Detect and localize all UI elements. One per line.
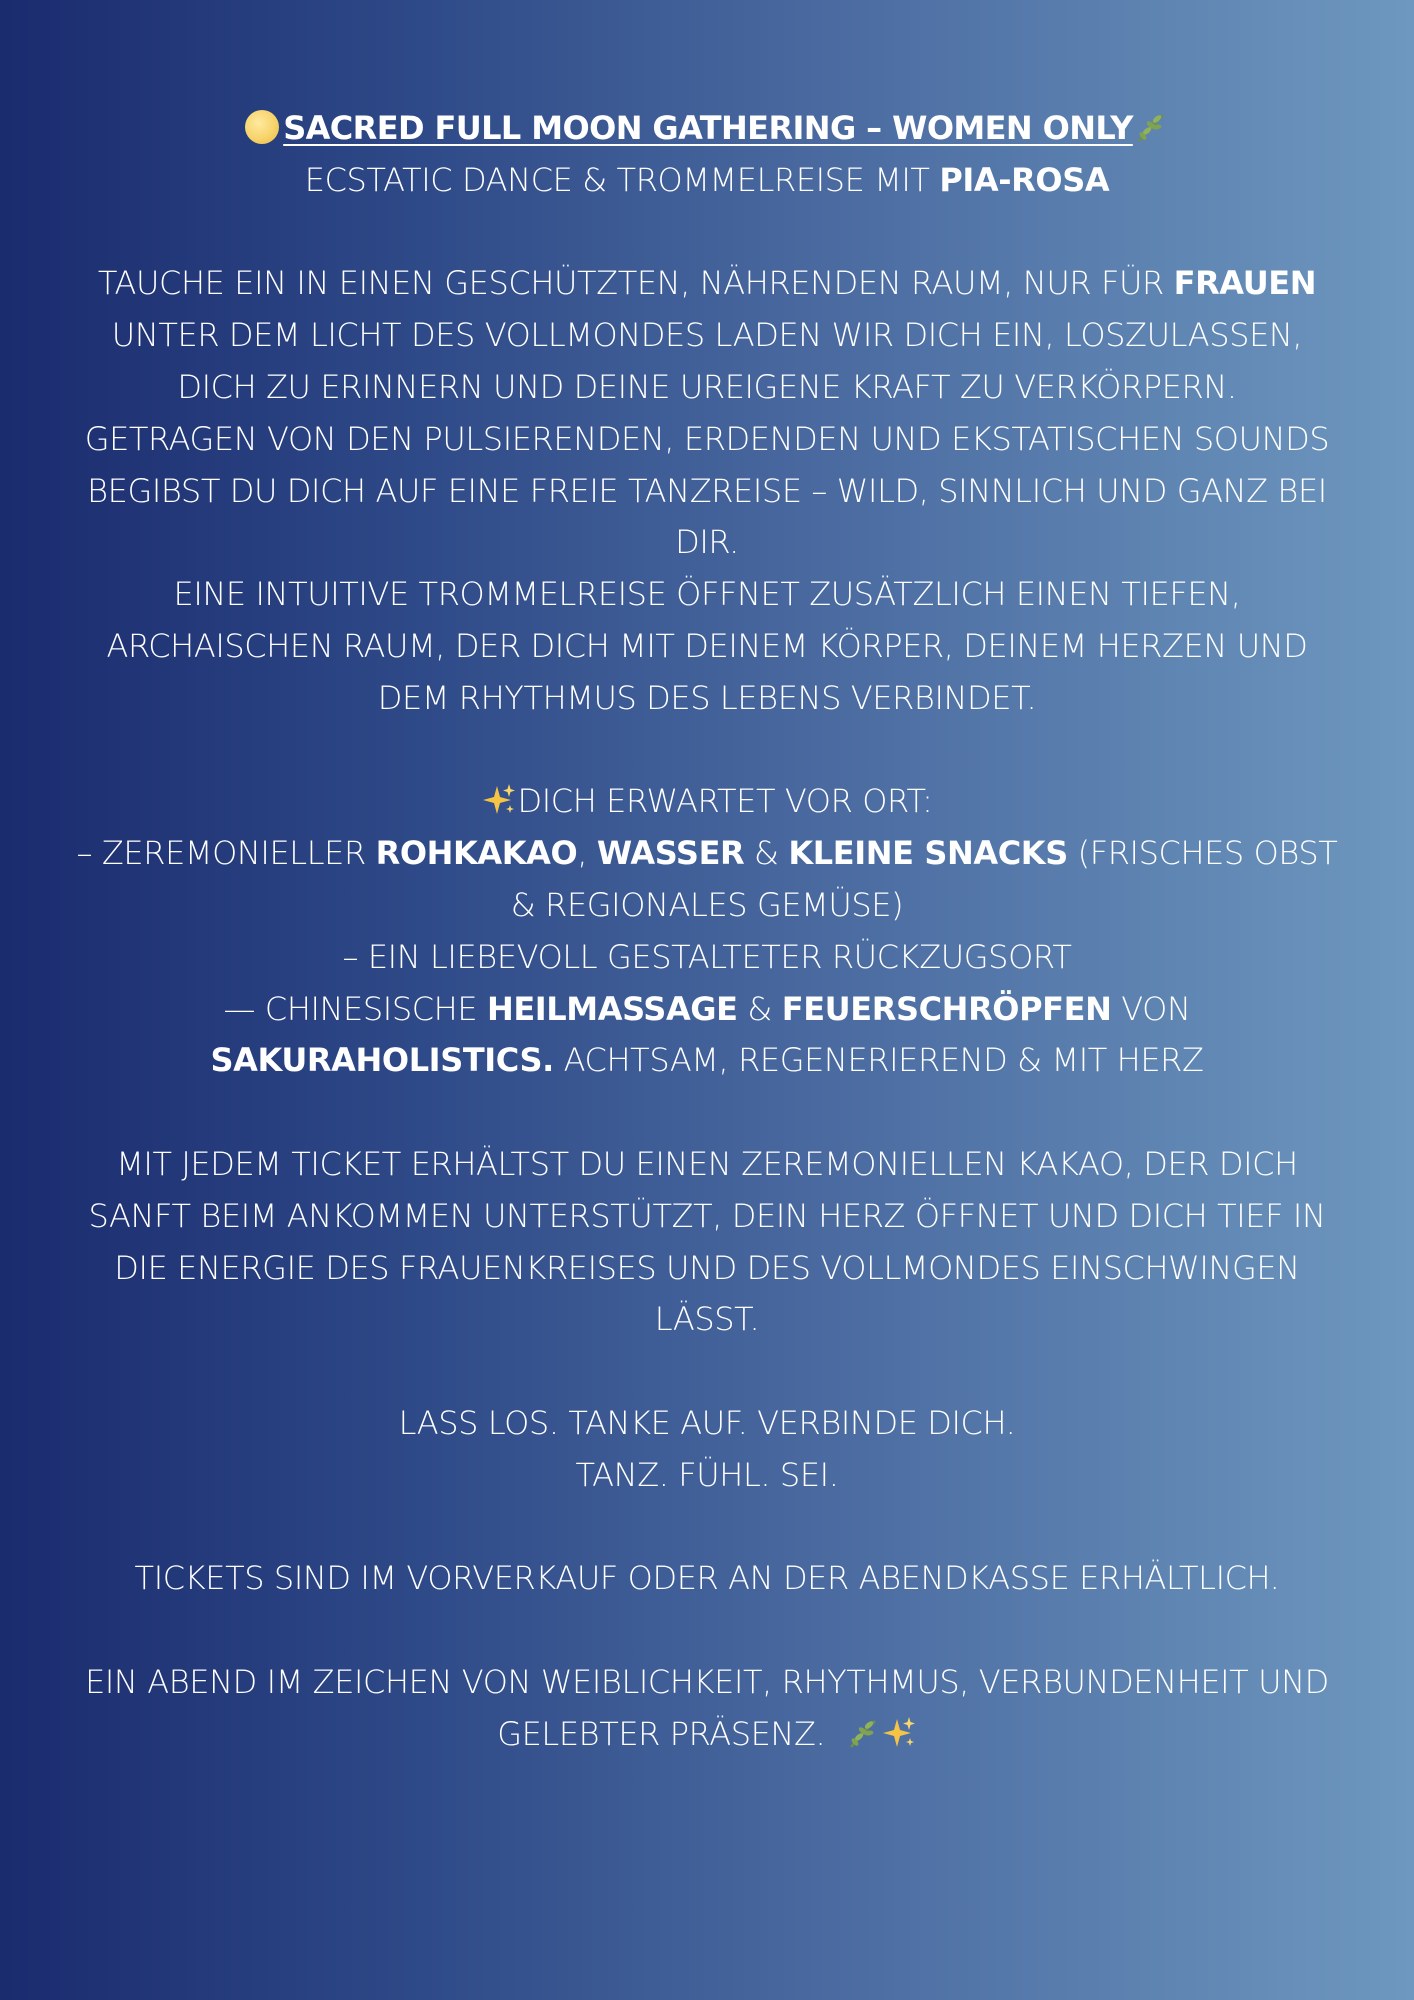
ticket-line-3: DIE ENERGIE DES FRAUENKREISES UND DES VOLLMONDES EINSCHWINGEN <box>114 1248 1300 1287</box>
tickets-info: TICKETS SIND IM VORVERKAUF ODER AN DER ABENDKASSE ERHÄLTLICH. <box>134 1559 1280 1598</box>
intro-line-2: UNTER DEM LICHT DES VOLLMONDES LADEN WIR DICH EIN, LOSZULASSEN, <box>111 316 1303 355</box>
expect-item-3 <box>62 984 1352 1036</box>
expect-item-1-snacks: KLEINE SNACKS <box>788 834 1068 873</box>
closing-text: GELEBTER PRÄSENZ. <box>497 1714 826 1753</box>
ticket-line-4: LÄSST. <box>654 1300 760 1339</box>
host-name: PIA-ROSA <box>939 160 1110 199</box>
intro-line-8: ARCHAISCHEN RAUM, DER DICH MIT DEINEM KÖRPER, DEINEM HERZEN UND <box>106 626 1308 665</box>
expect-heading-line <box>62 776 1352 828</box>
sparkles-icon <box>881 1715 917 1751</box>
expect-item-1-amp: & <box>744 834 789 873</box>
closing-line-1: EIN ABEND IM ZEICHEN VON WEIBLICHKEIT, RHYTHMUS, VERBUNDENHEIT UND <box>85 1662 1329 1701</box>
herb-icon <box>845 1715 881 1751</box>
subtitle-text: ECSTATIC DANCE & TROMMELREISE MIT <box>304 160 940 199</box>
expect-item-2: – EIN LIEBEVOLL GESTALTETER RÜCKZUGSORT <box>342 937 1072 976</box>
closing-line-2 <box>62 1709 1352 1761</box>
intro-text: TAUCHE EIN IN EINEN GESCHÜTZTEN, NÄHRENDEN RAUM, NUR FÜR <box>97 264 1174 303</box>
expect-item-1-text: – ZEREMONIELLER <box>76 834 376 873</box>
expect-item-1-continued: & REGIONALES GEMÜSE) <box>510 885 904 924</box>
intro-line-4: GETRAGEN VON DEN PULSIERENDEN, ERDENDEN UND EKSTATISCHEN SOUNDS <box>84 419 1330 458</box>
expect-item-3-amp: & <box>737 989 782 1028</box>
expect-item-3-von: VON <box>1111 989 1191 1028</box>
intro-line-7: EINE INTUITIVE TROMMELREISE ÖFFNET ZUSÄTZLICH EINEN TIEFEN, <box>173 575 1241 614</box>
ticket-line-1: MIT JEDEM TICKET ERHÄLTST DU EINEN ZEREMONIELLEN KAKAO, DER DICH <box>116 1144 1298 1183</box>
provider-name: SAKURAHOLISTICS. <box>210 1041 554 1080</box>
expect-item-3-cupping: FEUERSCHRÖPFEN <box>781 989 1112 1028</box>
intro-line-5: BEGIBST DU DICH AUF EINE FREIE TANZREISE – WILD, SINNLICH UND GANZ BEI <box>87 471 1327 510</box>
herb-icon <box>1133 109 1169 145</box>
intro-line-1 <box>62 258 1352 310</box>
expect-item-3-text: — CHINESISCHE <box>223 989 487 1028</box>
ticket-line-2: SANFT BEIM ANKOMMEN UNTERSTÜTZT, DEIN HERZ ÖFFNET UND DICH TIEF IN <box>88 1196 1326 1235</box>
intro-line-6: DIR. <box>675 523 739 562</box>
expect-item-1-sep: , <box>577 834 597 873</box>
expect-heading: DICH ERWARTET VOR ORT: <box>517 782 933 821</box>
expect-item-3-massage: HEILMASSAGE <box>486 989 738 1028</box>
title: SACRED FULL MOON GATHERING – WOMEN ONLY <box>283 109 1133 147</box>
subtitle <box>62 155 1352 207</box>
title-line <box>62 103 1352 155</box>
sparkles-icon <box>481 782 517 818</box>
expect-item-1-cacao: ROHKAKAO <box>375 834 578 873</box>
intro-line-9: DEM RHYTHMUS DES LEBENS VERBINDET. <box>377 678 1037 717</box>
expect-item-1 <box>62 828 1352 880</box>
intro-bold: FRAUEN <box>1173 264 1317 303</box>
full-moon-icon <box>245 110 279 144</box>
motto-line-1: LASS LOS. TANKE AUF. VERBINDE DICH. <box>398 1403 1016 1442</box>
expect-item-1-note: (FRISCHES OBST <box>1067 834 1338 873</box>
expect-item-3-continued <box>62 1035 1352 1087</box>
expect-item-1-water: WASSER <box>596 834 745 873</box>
intro-line-3: DICH ZU ERINNERN UND DEINE UREIGENE KRAFT ZU VERKÖRPERN. <box>177 367 1237 406</box>
motto-line-2: TANZ. FÜHL. SEI. <box>575 1455 839 1494</box>
provider-description: ACHTSAM, REGENERIEREND & MIT HERZ <box>553 1041 1204 1080</box>
